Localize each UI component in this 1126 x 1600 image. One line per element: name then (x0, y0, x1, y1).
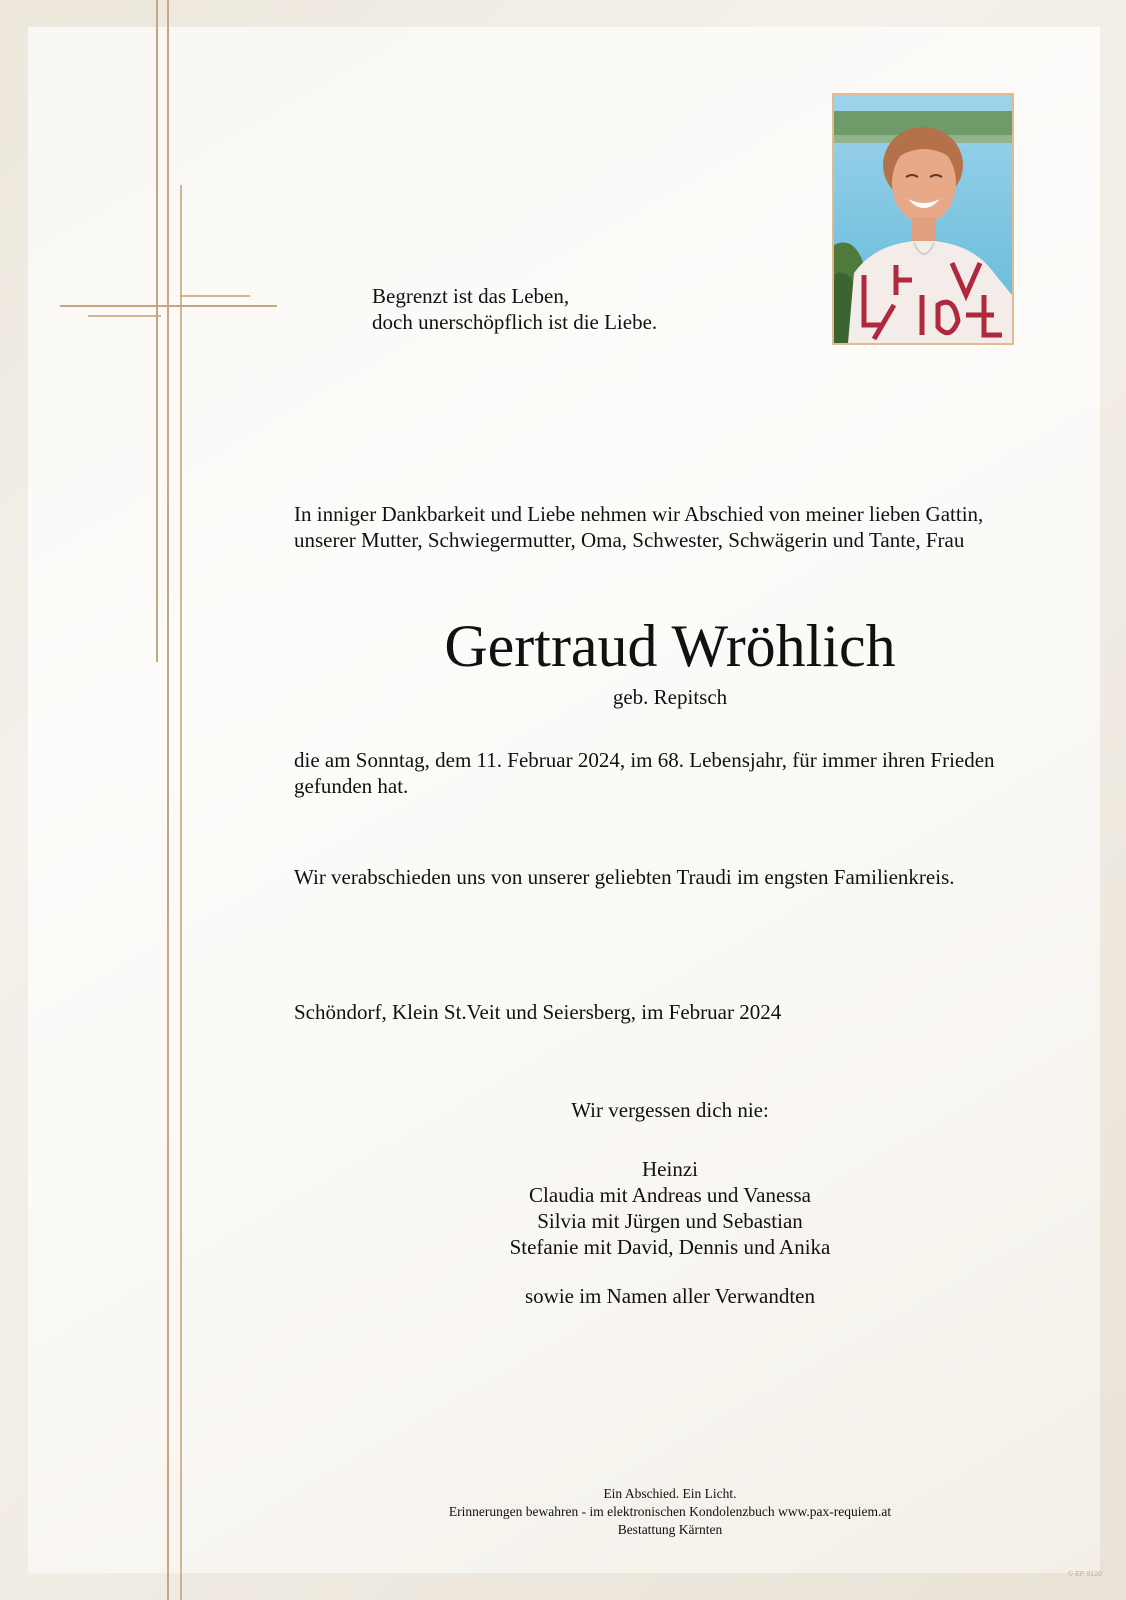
farewell-text: Wir verabschieden uns von unserer geliebten Traudi im engsten Familienkreis. (294, 865, 955, 889)
intro-line-1: In inniger Dankbarkeit und Liebe nehmen wir Abschied von meiner lieben Gattin, (294, 502, 984, 526)
quote-line-2: doch unerschöpflich ist die Liebe. (372, 310, 658, 334)
mourner-name: Heinzi (642, 1157, 698, 1181)
footer-tagline: Ein Abschied. Ein Licht. (603, 1486, 737, 1501)
intro-line-2: unserer Mutter, Schwiegermutter, Oma, Schwester, Schwägerin und Tante, Frau (294, 528, 965, 552)
birth-name: geb. Repitsch (612, 685, 728, 709)
mourners-heading: Wir vergessen dich nie: (571, 1098, 769, 1122)
mourner-name: Claudia mit Andreas und Vanessa (529, 1183, 811, 1207)
mourner-name: Silvia mit Jürgen und Sebastian (537, 1209, 803, 1233)
mourners-closing: sowie im Namen aller Verwandten (524, 1284, 816, 1308)
form-code: © EP 9120 (1068, 1571, 1102, 1578)
footer-undertaker: Bestattung Kärnten (617, 1522, 723, 1537)
death-notice-line-2: gefunden hat. (294, 774, 409, 798)
deceased-name: Gertraud Wröhlich (444, 613, 896, 679)
place-date: Schöndorf, Klein St.Veit und Seiersberg, im Februar 2024 (294, 1000, 782, 1024)
death-notice-line-1: die am Sonntag, dem 11. Februar 2024, im 68. Lebensjahr, für immer ihren Frieden (294, 748, 995, 772)
mourner-name: Stefanie mit David, Dennis und Anika (509, 1235, 831, 1259)
portrait-photo (832, 93, 1014, 345)
footer-condolence-book: Erinnerungen bewahren - im elektronischen Kondolenzbuch www.pax-requiem.at (448, 1504, 892, 1519)
quote-line-1: Begrenzt ist das Leben, (372, 284, 570, 308)
